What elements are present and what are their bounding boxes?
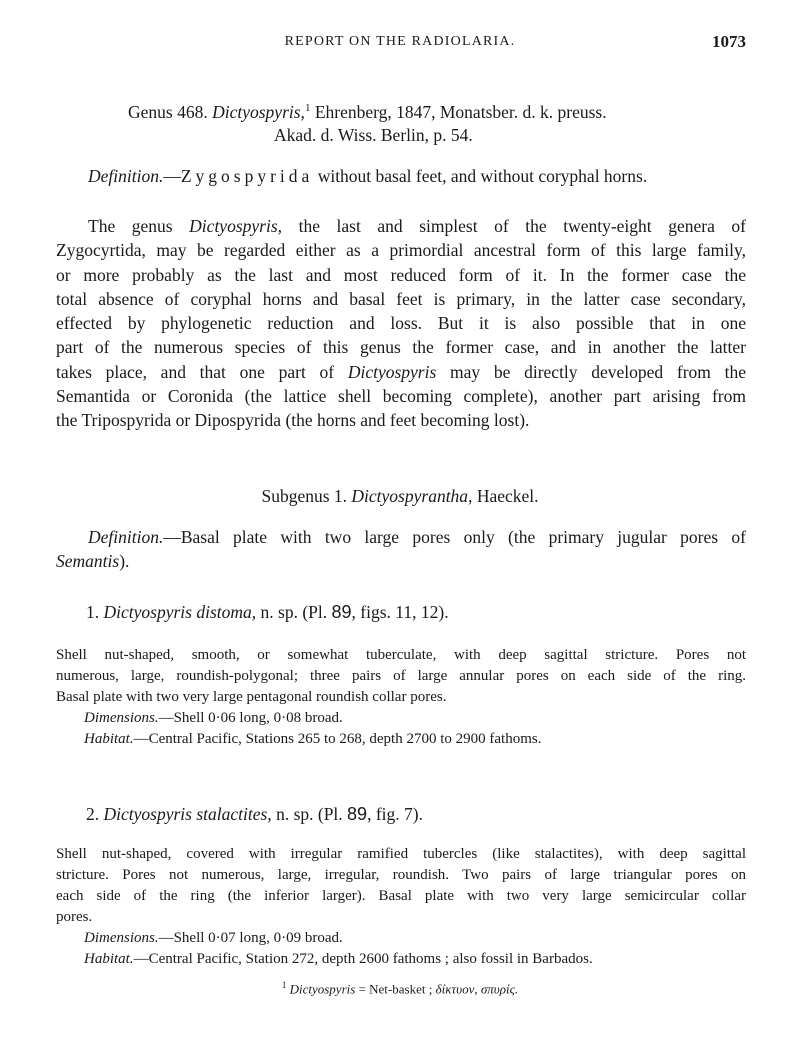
description-line: Basal plate with two very large pentagonal roundish collar pores. bbox=[56, 689, 447, 705]
subgenus-heading bbox=[0, 486, 800, 507]
genus-prefix: Genus 468. bbox=[128, 101, 208, 122]
definition-text: without basal feet, and without coryphal horns. bbox=[313, 166, 648, 186]
paragraph-line: or more probably as the last and most reduced form of it. In the former case the bbox=[56, 264, 746, 285]
description-line: Shell nut-shaped, covered with irregular ramified tubercles (like stalactites), with deep sagittal bbox=[56, 846, 746, 862]
footnote-marker: 1 bbox=[304, 102, 311, 114]
genus-paragraph bbox=[56, 214, 746, 433]
subgenus-name: Dictyospyrantha, bbox=[351, 486, 473, 506]
paragraph-line: effected by phylogenetic reduction and loss. But it is also possible that in one bbox=[56, 313, 746, 334]
definition-text: —Basal plate with two large pores only (the primary jugular pores of bbox=[163, 527, 746, 547]
species-name: Dictyospyris distoma, bbox=[103, 602, 257, 622]
description-line: pores. bbox=[56, 909, 93, 925]
page-number: 1073 bbox=[712, 32, 746, 51]
genus-citation-line2: Akad. d. Wiss. Berlin, p. 54. bbox=[274, 124, 473, 145]
subgenus-prefix: Subgenus 1. bbox=[261, 486, 352, 506]
genus-name: Dictyospyris, bbox=[212, 101, 305, 122]
habitat: Habitat.—Central Pacific, Stations 265 to 268, depth 2700 to 2900 fathoms. bbox=[84, 731, 542, 747]
footnote-term: Dictyospyris bbox=[289, 981, 356, 997]
definition-label: Definition. bbox=[88, 527, 164, 547]
plate-number: 89 bbox=[331, 602, 352, 622]
definition-label: Definition. bbox=[88, 166, 164, 186]
genus-citation: Ehrenberg, 1847, Monatsber. d. k. preuss. bbox=[310, 101, 607, 122]
genus-heading bbox=[128, 97, 607, 147]
definition-genus: Semantis bbox=[56, 551, 120, 571]
paragraph-line: the Tripospyrida or Dipospyrida (the horns and feet becoming lost). bbox=[56, 410, 530, 431]
paragraph-line: Zygocyrtida, may be regarded either as a primordial ancestral form of this large family, bbox=[56, 240, 746, 261]
habitat: Habitat.—Central Pacific, Station 272, depth 2600 fathoms ; also fossil in Barbados. bbox=[84, 951, 593, 967]
species-heading: 2. Dictyospyris stalactites, n. sp. (Pl. 89, fig. 7). bbox=[86, 804, 423, 824]
species-heading: 1. Dictyospyris distoma, n. sp. (Pl. 89, figs. 11, 12). bbox=[86, 602, 449, 622]
dimensions: Dimensions.—Shell 0·07 long, 0·09 broad. bbox=[84, 930, 343, 946]
footnote: $^1$ Dictyospyris = Net-basket ; δίκτυον, σπυρίς. bbox=[281, 980, 519, 997]
species-name: Dictyospyris stalactites, bbox=[103, 804, 272, 824]
definition-term: Zygospyrida bbox=[180, 166, 314, 186]
running-header: REPORT ON THE RADIOLARIA. bbox=[284, 34, 516, 49]
paragraph-line: part of the numerous species of this genus the former case, and in another the latter bbox=[56, 337, 746, 358]
footnote-greek: δίκτυον, σπυρίς. bbox=[435, 981, 519, 997]
paragraph-line: takes place, and that one part of Dictyospyris may be directly developed from the bbox=[56, 361, 746, 382]
paragraph-line: Semantida or Coronida (the lattice shell becoming complete), another part arising from bbox=[56, 386, 746, 407]
description-line: Shell nut-shaped, smooth, or somewhat tuberculate, with deep sagittal stricture. Pores not bbox=[56, 647, 746, 663]
subgenus-definition: Definition.—Basal plate with two large pores only (the primary jugular pores of Semantis). bbox=[56, 527, 746, 571]
paragraph-line: total absence of coryphal horns and basal feet is primary, in the latter case secondary, bbox=[56, 288, 746, 309]
species-description bbox=[56, 645, 746, 750]
paragraph-line: The genus Dictyospyris, the last and simplest of the twenty-eight genera of bbox=[88, 216, 746, 236]
species-description bbox=[56, 844, 746, 970]
description-line: numerous, large, roundish-polygonal; three pairs of large annular pores on each side of the ring. bbox=[56, 668, 746, 684]
subgenus-author: Haeckel. bbox=[472, 486, 539, 506]
dimensions: Dimensions.—Shell 0·06 long, 0·08 broad. bbox=[84, 710, 343, 726]
description-line: each side of the ring (the inferior larger). Basal plate with two very large semicircular collar bbox=[56, 888, 746, 904]
definition-dash: — bbox=[163, 166, 181, 186]
plate-number: 89 bbox=[347, 804, 368, 824]
genus-definition bbox=[88, 166, 647, 187]
description-line: stricture. Pores not numerous, large, irregular, roundish. Two pairs of large triangular pores on bbox=[56, 867, 746, 883]
